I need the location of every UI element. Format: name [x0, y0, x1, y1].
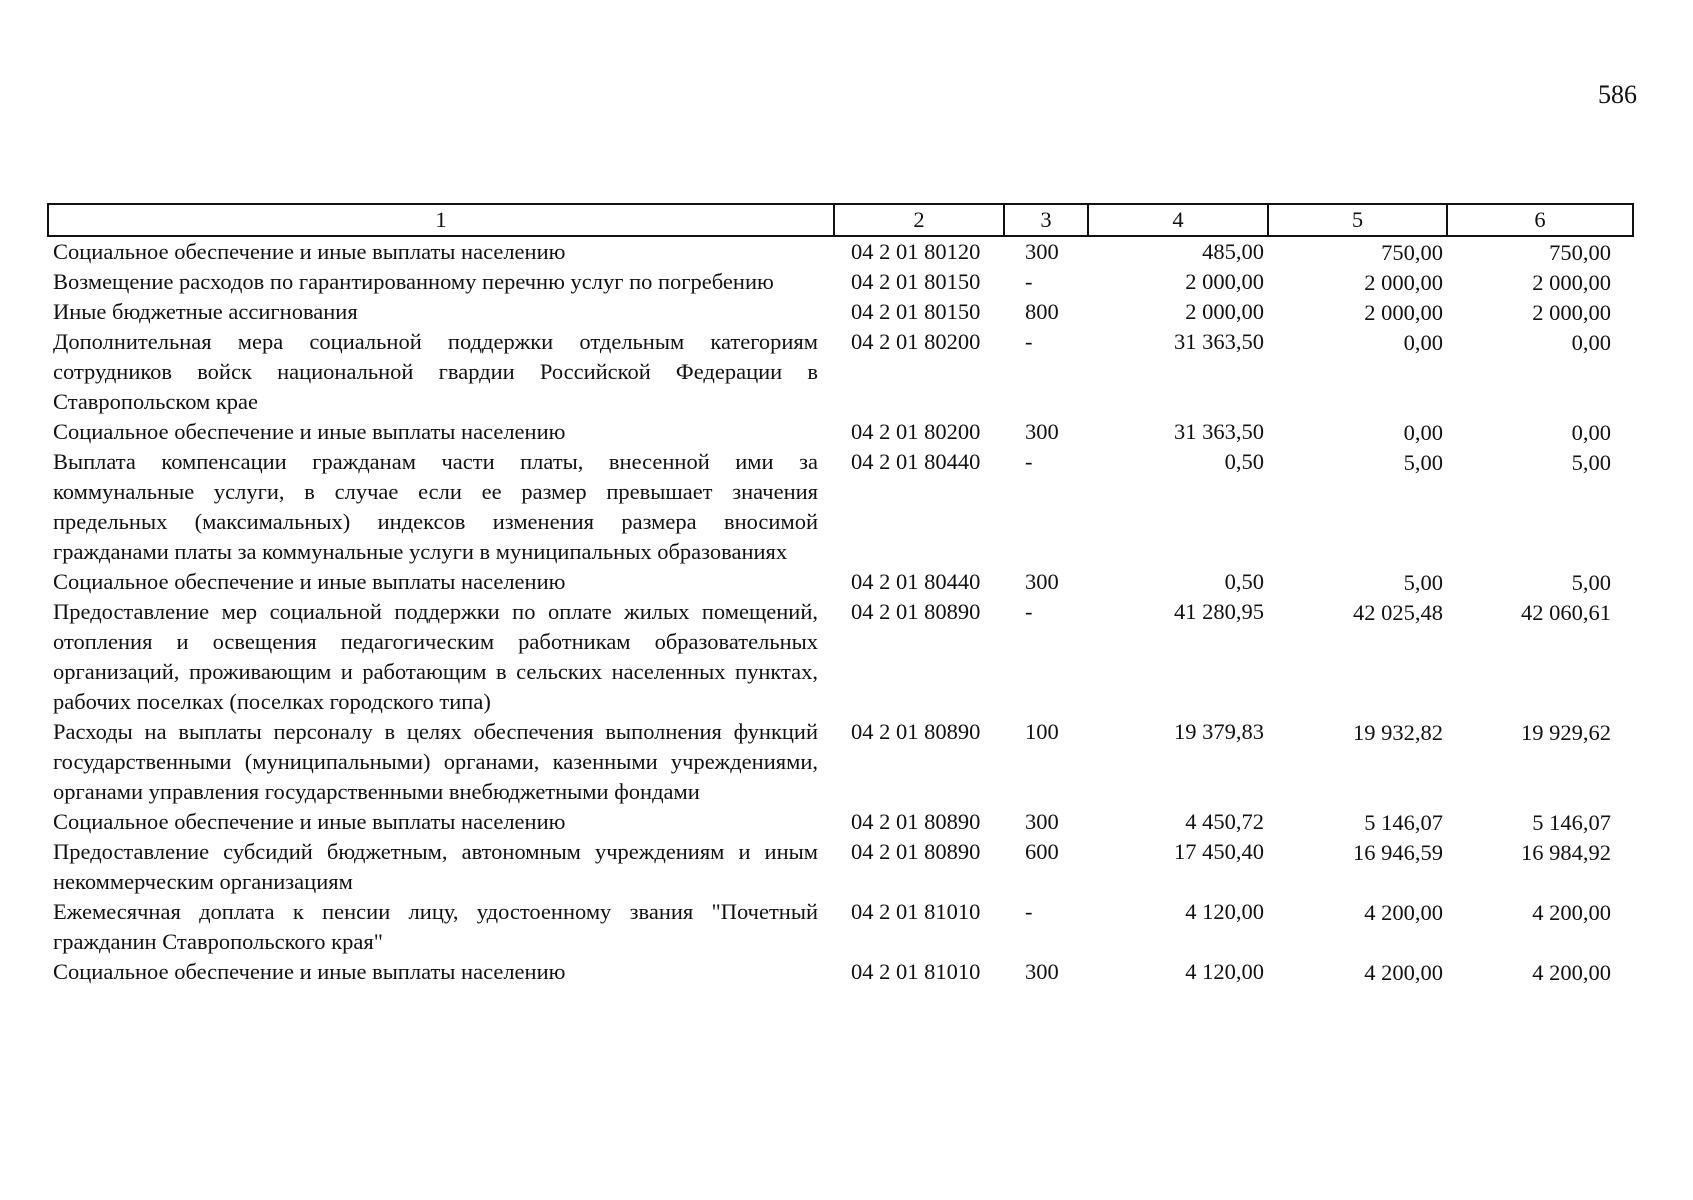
row-name: Социальное обеспечение и иные выплаты населению [53, 419, 566, 444]
row-value-5-text: 4 200,00 [1364, 900, 1443, 925]
row-name: Социальное обеспечение и иные выплаты населению [53, 239, 566, 264]
row-value-5 [1268, 567, 1447, 597]
row-name: Возмещение расходов по гарантированному перечню услуг по погребению [53, 269, 774, 294]
row-value-6 [1447, 567, 1633, 597]
row-code: 04 2 01 81010 [851, 899, 981, 924]
table-row [48, 417, 1633, 447]
row-value-6 [1447, 957, 1633, 987]
table-header [48, 204, 1633, 236]
budget-table [47, 203, 1634, 987]
header-col-5: 5 [1268, 204, 1447, 236]
header-row [48, 204, 1633, 236]
row-value-4: 4 450,72 [1185, 809, 1264, 834]
row-value-5-text: 16 946,59 [1353, 840, 1443, 865]
row-value-6 [1447, 236, 1633, 267]
row-type: 300 [1025, 419, 1059, 444]
row-value-6-text: 16 984,92 [1521, 840, 1611, 865]
row-name: Иные бюджетные ассигнования [53, 299, 358, 324]
row-value-4: 4 120,00 [1185, 899, 1264, 924]
row-type: - [1025, 449, 1033, 474]
table-row [48, 327, 1633, 417]
row-value-6 [1447, 837, 1633, 897]
row-value-6-text: 5,00 [1571, 450, 1611, 475]
row-code: 04 2 01 80890 [851, 599, 981, 624]
row-value-4: 41 280,95 [1174, 599, 1264, 624]
row-value-5-text: 5 146,07 [1364, 810, 1443, 835]
row-value-6-text: 4 200,00 [1532, 960, 1611, 985]
row-value-5-text: 0,00 [1403, 330, 1443, 355]
row-type: 300 [1025, 569, 1059, 594]
row-value-6 [1447, 897, 1633, 957]
row-code: 04 2 01 80440 [851, 449, 981, 474]
row-value-5 [1268, 327, 1447, 417]
row-name: Дополнительная мера социальной поддержки отдельным категориям сотрудников войск национальной гвардии Российской Федерации в Ставропольском крае [53, 329, 818, 414]
row-type: 300 [1025, 239, 1059, 264]
row-value-5 [1268, 897, 1447, 957]
row-value-5-text: 4 200,00 [1364, 960, 1443, 985]
row-name: Ежемесячная доплата к пенсии лицу, удостоенному звания "Почетный гражданин Ставропольского края" [53, 899, 818, 954]
row-name: Предоставление мер социальной поддержки по оплате жилых помещений, отопления и освещения педагогическим работникам образовательных организаций, проживающим и работающим в сельских населенных пунктах, рабочих поселках (поселках городского типа) [53, 599, 818, 714]
row-value-5 [1268, 597, 1447, 717]
row-value-6-text: 2 000,00 [1532, 300, 1611, 325]
row-value-5 [1268, 417, 1447, 447]
row-value-5 [1268, 236, 1447, 267]
table-row [48, 297, 1633, 327]
row-type: 800 [1025, 299, 1059, 324]
row-type: - [1025, 899, 1033, 924]
table-row [48, 597, 1633, 717]
row-value-6 [1447, 447, 1633, 567]
row-type: 300 [1025, 959, 1059, 984]
row-code: 04 2 01 80890 [851, 809, 981, 834]
row-code: 04 2 01 81010 [851, 959, 981, 984]
row-value-6-text: 750,00 [1549, 240, 1611, 265]
table-row [48, 267, 1633, 297]
row-value-6-text: 5,00 [1571, 570, 1611, 595]
row-value-6 [1447, 717, 1633, 807]
table-row [48, 807, 1633, 837]
row-code: 04 2 01 80150 [851, 299, 981, 324]
row-value-4: 485,00 [1202, 239, 1264, 264]
row-value-5 [1268, 447, 1447, 567]
row-value-5 [1268, 837, 1447, 897]
row-code: 04 2 01 80200 [851, 329, 981, 354]
table-body [48, 236, 1633, 987]
row-value-4: 2 000,00 [1185, 299, 1264, 324]
row-value-6-text: 0,00 [1571, 330, 1611, 355]
row-value-6-text: 42 060,61 [1521, 600, 1611, 625]
header-col-4: 4 [1088, 204, 1268, 236]
row-value-4: 0,50 [1224, 449, 1264, 474]
row-value-5-text: 2 000,00 [1364, 270, 1443, 295]
row-value-4: 0,50 [1224, 569, 1264, 594]
row-value-5-text: 2 000,00 [1364, 300, 1443, 325]
row-name: Социальное обеспечение и иные выплаты населению [53, 569, 566, 594]
row-value-6 [1447, 327, 1633, 417]
row-type: - [1025, 329, 1033, 354]
row-type: - [1025, 269, 1033, 294]
row-type: 300 [1025, 809, 1059, 834]
table-row [48, 957, 1633, 987]
page-number: 586 [1598, 80, 1637, 109]
row-value-4: 4 120,00 [1185, 959, 1264, 984]
header-col-3: 3 [1004, 204, 1088, 236]
row-value-5 [1268, 717, 1447, 807]
row-value-4: 31 363,50 [1174, 419, 1264, 444]
row-code: 04 2 01 80120 [851, 239, 981, 264]
row-value-5-text: 750,00 [1381, 240, 1443, 265]
row-code: 04 2 01 80150 [851, 269, 981, 294]
table-row [48, 837, 1633, 897]
row-value-4: 31 363,50 [1174, 329, 1264, 354]
table-row [48, 447, 1633, 567]
row-name: Выплата компенсации гражданам части платы, внесенной ими за коммунальные услуги, в случае если ее размер превышает значения предельных (максимальных) индексов изменения размера вносимой гражданами платы за коммунальные услуги в муниципальных образованиях [53, 449, 818, 564]
row-value-5-text: 5,00 [1403, 570, 1443, 595]
row-value-5-text: 42 025,48 [1353, 600, 1443, 625]
row-value-5 [1268, 267, 1447, 297]
row-code: 04 2 01 80200 [851, 419, 981, 444]
row-code: 04 2 01 80890 [851, 839, 981, 864]
table-row [48, 567, 1633, 597]
row-type: 100 [1025, 719, 1059, 744]
row-value-4: 19 379,83 [1174, 719, 1264, 744]
row-value-4: 17 450,40 [1174, 839, 1264, 864]
row-value-5 [1268, 807, 1447, 837]
table-row [48, 717, 1633, 807]
row-value-5 [1268, 297, 1447, 327]
row-value-6-text: 2 000,00 [1532, 270, 1611, 295]
row-value-5-text: 0,00 [1403, 420, 1443, 445]
row-value-6-text: 19 929,62 [1521, 720, 1611, 745]
header-col-2: 2 [834, 204, 1004, 236]
row-code: 04 2 01 80890 [851, 719, 981, 744]
row-type: - [1025, 599, 1033, 624]
row-value-6-text: 4 200,00 [1532, 900, 1611, 925]
row-name: Предоставление субсидий бюджетным, автономным учреждениям и иным некоммерческим организациям [53, 839, 818, 894]
row-value-5-text: 5,00 [1403, 450, 1443, 475]
row-code: 04 2 01 80440 [851, 569, 981, 594]
table-row [48, 897, 1633, 957]
row-value-6 [1447, 597, 1633, 717]
row-value-5-text: 19 932,82 [1353, 720, 1443, 745]
row-value-6 [1447, 267, 1633, 297]
row-name: Социальное обеспечение и иные выплаты населению [53, 809, 566, 834]
header-col-6: 6 [1447, 204, 1633, 236]
row-value-6 [1447, 297, 1633, 327]
header-col-1: 1 [48, 204, 834, 236]
row-value-6 [1447, 417, 1633, 447]
row-value-6 [1447, 807, 1633, 837]
row-name: Социальное обеспечение и иные выплаты населению [53, 959, 566, 984]
table-row [48, 236, 1633, 267]
row-name: Расходы на выплаты персоналу в целях обеспечения выполнения функций государственными (муниципальными) органами, казенными учреждениями, органами управления государственными внебюджетными фондами [53, 719, 818, 804]
row-type: 600 [1025, 839, 1059, 864]
row-value-6-text: 5 146,07 [1532, 810, 1611, 835]
row-value-5 [1268, 957, 1447, 987]
row-value-4: 2 000,00 [1185, 269, 1264, 294]
row-value-6-text: 0,00 [1571, 420, 1611, 445]
